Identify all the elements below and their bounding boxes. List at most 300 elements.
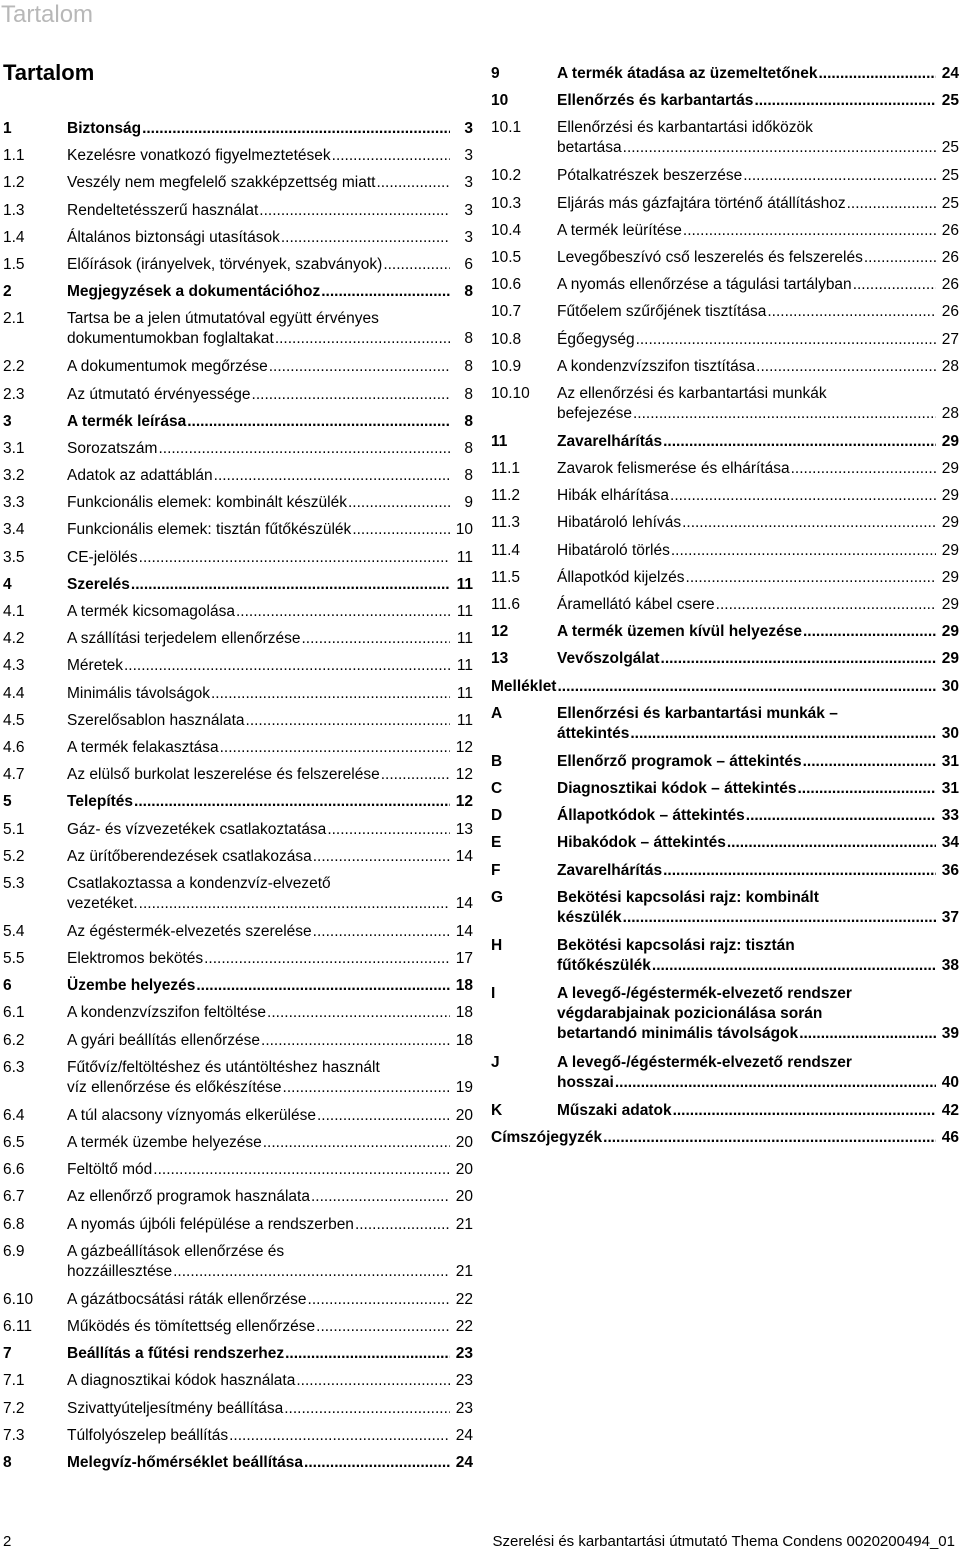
toc-entry[interactable]: [491, 860, 959, 887]
toc-entry-number: E: [491, 834, 502, 852]
toc-entry-page: 26: [941, 303, 959, 321]
toc-entry-number: 10.7: [491, 303, 522, 321]
toc-leader-dots: [142, 119, 450, 139]
toc-leader-dots: [756, 357, 936, 377]
toc-entry-number: 6.4: [3, 1106, 25, 1124]
toc-entry[interactable]: [3, 492, 473, 519]
toc-entry[interactable]: [491, 329, 959, 356]
toc-entry[interactable]: [491, 935, 959, 983]
toc-leader-dots: [229, 1426, 450, 1446]
toc-entry-title: Melegvíz-hőmérséklet beállítása: [67, 1453, 304, 1471]
toc-leader-dots: [327, 820, 450, 840]
toc-entry-page: 40: [941, 1073, 959, 1091]
toc-entry-number: 4.4: [3, 684, 25, 702]
toc-entry-title: Beállítás a fűtési rendszerhez: [67, 1345, 285, 1363]
toc-entry[interactable]: [3, 1241, 473, 1289]
toc-entry-page: 20: [455, 1106, 473, 1124]
toc-entry[interactable]: [3, 308, 473, 356]
toc-entry-title: Hibakódok – áttekintés: [557, 834, 726, 852]
toc-entry[interactable]: [3, 281, 473, 308]
toc-entry-title: Eljárás más gázfajtára történő átállításhoz: [557, 194, 846, 212]
toc-entry-page: 8: [464, 412, 473, 430]
toc-entry-number: 10.2: [491, 167, 522, 185]
toc-entry-number: 10.4: [491, 221, 522, 239]
toc-entry-page: 29: [941, 568, 959, 586]
toc-leader-dots: [124, 656, 450, 676]
toc-entry[interactable]: [491, 567, 959, 594]
toc-entry-number: 2.2: [3, 358, 25, 376]
toc-entry[interactable]: [3, 655, 473, 682]
toc-entry-page: 46: [941, 1128, 959, 1146]
toc-entry-page: 29: [941, 432, 959, 450]
toc-entry[interactable]: [491, 63, 959, 90]
toc-entry[interactable]: [491, 594, 959, 621]
toc-entry-title: A gázátbocsátási ráták ellenőrzése: [67, 1290, 307, 1308]
toc-entry-number: 10: [491, 92, 509, 110]
toc-entry-number: 6.8: [3, 1215, 25, 1233]
toc-title: Tartalom: [3, 60, 95, 85]
toc-leader-dots: [670, 486, 936, 506]
toc-leader-dots: [797, 779, 936, 799]
toc-entry-title: Az útmutató érvényessége: [67, 385, 251, 403]
toc-entry-page: 9: [464, 494, 473, 512]
toc-entry-number: 4: [3, 575, 12, 593]
toc-entry-number: 9: [491, 65, 500, 82]
toc-leader-dots: [158, 439, 450, 459]
toc-entry-page: 11: [456, 711, 473, 729]
toc-entry-page: 24: [455, 1453, 473, 1471]
toc-entry-title: Pótalkatrészek beszerzése: [557, 167, 743, 185]
toc-leader-dots: [220, 738, 450, 758]
toc-leader-dots: [381, 765, 450, 785]
toc-entry-number: H: [491, 936, 503, 954]
toc-entry-page: 11: [456, 657, 473, 675]
toc-entry-title: Méretek: [67, 657, 123, 675]
toc-entry[interactable]: [3, 1030, 473, 1057]
toc-entry-page: 25: [941, 194, 959, 212]
toc-entry-number: 1.2: [3, 174, 25, 192]
toc-entry-title: Hibák elhárítása: [557, 487, 670, 505]
toc-entry-page: 27: [941, 330, 959, 348]
toc-entry-number: 4.1: [3, 603, 25, 620]
toc-leader-dots: [321, 282, 450, 302]
toc-entry-page: 8: [464, 385, 473, 403]
toc-entry[interactable]: [3, 948, 473, 975]
toc-entry[interactable]: [3, 601, 473, 628]
toc-entry-title: A diagnosztikai kódok használata: [67, 1372, 296, 1390]
toc-entry[interactable]: [491, 301, 959, 328]
toc-entry-title: áttekintés: [557, 724, 630, 742]
toc-entry-title: Sorozatszám: [67, 439, 158, 457]
toc-entry[interactable]: [3, 710, 473, 737]
toc-entry[interactable]: [3, 1452, 473, 1479]
toc-leader-dots: [316, 1317, 450, 1337]
toc-entry[interactable]: [491, 703, 959, 751]
toc-leader-dots: [263, 1133, 450, 1153]
toc-entry-title: Az égéstermék-elvezetés szerelése: [67, 922, 312, 940]
toc-entry-page: 8: [464, 439, 473, 457]
toc-entry-title: A dokumentumok megőrzése: [67, 358, 268, 376]
toc-entry[interactable]: [3, 764, 473, 791]
toc-entry-page: 38: [941, 956, 959, 974]
toc-entry-page: 14: [455, 894, 473, 912]
toc-leader-dots: [284, 1399, 450, 1419]
toc-entry-title: Áramellátó kábel csere: [557, 596, 715, 613]
toc-entry-title: Veszély nem megfelelő szakképzettség miatt: [67, 174, 376, 192]
toc-entry[interactable]: [491, 117, 959, 165]
toc-entry-page: 24: [941, 65, 959, 82]
toc-entry[interactable]: [3, 921, 473, 948]
toc-entry[interactable]: [3, 118, 473, 145]
toc-entry[interactable]: [3, 1105, 473, 1132]
toc-entry[interactable]: [491, 832, 959, 859]
toc-leader-dots: [308, 1290, 450, 1310]
toc-entry-page: 28: [941, 404, 959, 422]
toc-entry-page: 18: [455, 1004, 473, 1022]
toc-entry[interactable]: [3, 356, 473, 383]
toc-leader-dots: [663, 432, 936, 452]
toc-entry-number: 6.5: [3, 1134, 25, 1151]
toc-leader-dots: [313, 847, 450, 867]
toc-entry[interactable]: [3, 465, 473, 492]
toc-entry[interactable]: [491, 983, 959, 1052]
toc-entry-page: 25: [941, 139, 959, 157]
toc-entry-number: 11.3: [491, 514, 521, 532]
toc-entry-page: 3: [464, 201, 473, 219]
toc-entry[interactable]: [491, 778, 959, 805]
toc-entry-number: 11: [491, 432, 508, 450]
toc-entry-title: Az ellenőrzési és karbantartási munkák: [557, 384, 827, 402]
toc-entry-number: J: [491, 1053, 500, 1071]
footer-page-number: 2: [3, 1533, 12, 1550]
toc-entry-title: Az ürítőberendezések csatlakozása: [67, 847, 312, 865]
toc-leader-dots: [791, 459, 936, 479]
toc-entry-number: 1.5: [3, 255, 25, 273]
toc-entry-number: 12: [491, 623, 509, 641]
toc-leader-dots: [131, 575, 450, 595]
toc-entry-page: 12: [455, 738, 473, 756]
toc-entry-number: 5.1: [3, 820, 25, 838]
toc-entry-page: 29: [941, 596, 959, 613]
toc-entry-page: 21: [455, 1215, 473, 1233]
toc-entry[interactable]: [3, 1057, 473, 1105]
toc-entry[interactable]: [3, 254, 473, 281]
toc-entry-title: Előírások (irányelvek, törvények, szabványok): [67, 255, 383, 273]
toc-entry-number: 11.1: [491, 460, 521, 478]
toc-entry-page: 26: [941, 248, 959, 266]
toc-entry-title: Túlfolyószelep beállítás: [67, 1426, 229, 1444]
toc-entry[interactable]: [491, 805, 959, 832]
toc-entry-title: Működés és tömítettség ellenőrzése: [67, 1317, 316, 1335]
toc-entry-title: Üzembe helyezés: [67, 977, 196, 995]
toc-entry-title: betartandó minimális távolságok: [557, 1024, 799, 1042]
toc-entry-page: 20: [455, 1188, 473, 1206]
toc-entry[interactable]: [3, 547, 473, 574]
toc-right-column: [491, 63, 959, 1154]
toc-entry[interactable]: [491, 1052, 959, 1100]
toc-entry-title: A termék leürítése: [557, 221, 682, 239]
toc-entry-number: 3.5: [3, 548, 25, 566]
toc-entry-number: 6.1: [3, 1004, 25, 1022]
toc-leader-dots: [767, 302, 936, 322]
toc-entry-title: Bekötési kapcsolási rajz: tisztán: [557, 936, 795, 954]
toc-entry-page: 29: [941, 650, 959, 668]
toc-entry-number: C: [491, 779, 503, 797]
toc-leader-dots: [686, 568, 936, 588]
toc-leader-dots: [615, 1073, 936, 1093]
toc-leader-dots: [623, 908, 936, 928]
toc-entry-number: 1.3: [3, 201, 25, 219]
toc-entry[interactable]: [3, 846, 473, 873]
toc-leader-dots: [383, 255, 450, 275]
toc-entry[interactable]: [3, 819, 473, 846]
toc-entry-number: 3: [3, 412, 12, 430]
toc-entry-number: 3.1: [3, 439, 25, 457]
toc-entry[interactable]: [491, 165, 959, 192]
toc-entry[interactable]: [491, 485, 959, 512]
toc-entry[interactable]: [491, 458, 959, 485]
toc-entry-number: 5: [3, 793, 12, 811]
toc-entry[interactable]: [3, 172, 473, 199]
toc-entry-number: 4.3: [3, 657, 25, 675]
toc-entry[interactable]: [3, 1132, 473, 1159]
toc-leader-dots: [296, 1371, 450, 1391]
toc-entry-number: K: [491, 1101, 503, 1119]
toc-entry-number: 6.9: [3, 1242, 25, 1260]
toc-leader-dots: [139, 894, 450, 914]
toc-entry-title: Az elülső burkolat leszerelése és felszerelése: [67, 766, 380, 784]
toc-entry-number: 13: [491, 650, 509, 668]
toc-entry[interactable]: [3, 737, 473, 764]
toc-entry-number: 7: [3, 1345, 12, 1363]
toc-entry[interactable]: [491, 274, 959, 301]
toc-entry-title: Fűtőelem szűrőjének tisztítása: [557, 303, 767, 321]
toc-entry-page: 30: [941, 677, 959, 695]
toc-entry[interactable]: [491, 648, 959, 675]
toc-entry-title: Minimális távolságok: [67, 684, 210, 702]
toc-leader-dots: [153, 1160, 450, 1180]
toc-entry-page: 34: [941, 834, 959, 852]
toc-entry-title: végdarabjainak pozicionálása során: [557, 1004, 823, 1022]
toc-entry-page: 36: [941, 861, 959, 879]
toc-entry-page: 11: [456, 603, 473, 620]
toc-entry[interactable]: [491, 887, 959, 935]
toc-entry[interactable]: [3, 227, 473, 254]
toc-entry-page: 18: [455, 1031, 473, 1049]
toc-entry[interactable]: [3, 519, 473, 546]
toc-entry[interactable]: [3, 873, 473, 921]
toc-leader-dots: [236, 602, 450, 622]
toc-leader-dots: [727, 833, 936, 853]
toc-entry[interactable]: [3, 574, 473, 601]
toc-entry-number: 4.6: [3, 738, 25, 756]
toc-entry[interactable]: [491, 431, 959, 458]
toc-entry-number: 11.5: [491, 568, 521, 586]
toc-entry-number: 3.4: [3, 521, 25, 539]
toc-entry-number: 2.1: [3, 310, 25, 328]
toc-entry-number: 11.4: [491, 541, 521, 559]
toc-entry-title: Telepítés: [67, 793, 134, 811]
toc-entry[interactable]: [491, 193, 959, 220]
toc-entry-page: 37: [941, 908, 959, 926]
toc-entry-title: Csatlakoztassa a kondenzvíz-elvezető: [67, 874, 331, 892]
toc-entry-number: 10.6: [491, 276, 522, 294]
toc-entry-title: A túl alacsony víznyomás elkerülése: [67, 1106, 316, 1124]
toc-entry-page: 29: [941, 623, 959, 641]
toc-leader-dots: [746, 806, 936, 826]
toc-leader-dots: [682, 513, 936, 533]
toc-entry-page: 18: [455, 977, 473, 995]
toc-entry[interactable]: [3, 1425, 473, 1452]
toc-entry-title: Feltöltő mód: [67, 1161, 153, 1179]
toc-entry-page: 26: [941, 276, 959, 294]
toc-entry[interactable]: [491, 676, 959, 703]
toc-entry-title: Szivattyúteljesítmény beállítása: [67, 1399, 284, 1417]
toc-entry-title: Vevőszolgálat: [557, 650, 660, 668]
toc-leader-dots: [311, 1187, 450, 1207]
toc-leader-dots: [214, 466, 450, 486]
toc-entry[interactable]: [491, 1127, 959, 1154]
toc-entry[interactable]: [491, 621, 959, 648]
toc-entry-number: 6.6: [3, 1161, 25, 1179]
toc-leader-dots: [376, 173, 450, 193]
toc-leader-dots: [275, 329, 450, 349]
toc-entry-number: 7.1: [3, 1372, 25, 1390]
toc-entry-page: 11: [456, 548, 473, 566]
toc-leader-dots: [285, 1344, 450, 1364]
toc-entry-title: Zavarelhárítás: [557, 432, 663, 450]
toc-entry-page: 11: [456, 684, 473, 702]
toc-entry[interactable]: [3, 975, 473, 1002]
toc-entry[interactable]: [3, 1370, 473, 1397]
toc-entry-title: Biztonság: [67, 120, 142, 137]
toc-entry-page: 26: [941, 221, 959, 239]
toc-entry-number: G: [491, 888, 504, 906]
toc-entry-number: 10.10: [491, 384, 530, 402]
toc-leader-dots: [853, 275, 936, 295]
toc-entry-page: 11: [456, 575, 473, 593]
toc-leader-dots: [313, 922, 450, 942]
toc-entry-page: 13: [455, 820, 473, 838]
toc-entry[interactable]: [3, 791, 473, 818]
toc-leader-dots: [187, 412, 450, 432]
toc-entry-number: 5.4: [3, 922, 25, 940]
toc-leader-dots: [630, 724, 936, 744]
toc-entry-title: Szerelés: [67, 575, 130, 593]
toc-leader-dots: [636, 330, 936, 350]
toc-entry-title: Égőegység: [557, 330, 635, 348]
toc-entry[interactable]: [491, 90, 959, 117]
toc-entry[interactable]: [491, 540, 959, 567]
toc-entry-title: vezetéket.: [67, 894, 138, 912]
toc-entry-number: 10.1: [491, 119, 522, 137]
toc-leader-dots: [317, 1106, 450, 1126]
toc-entry-title: A gázbeállítások ellenőrzése és: [67, 1242, 285, 1260]
toc-entry[interactable]: [3, 145, 473, 172]
toc-entry[interactable]: [3, 683, 473, 710]
toc-leader-dots: [355, 1215, 450, 1235]
toc-entry-title: Tartsa be a jelen útmutatóval együtt érvényes: [67, 310, 379, 328]
toc-leader-dots: [246, 711, 450, 731]
toc-entry-page: 30: [941, 724, 959, 742]
toc-entry-page: 11: [456, 630, 473, 648]
toc-entry-number: 6.11: [3, 1317, 33, 1335]
toc-entry-page: 17: [455, 950, 473, 968]
toc-entry-title: Szerelősablon használata: [67, 711, 245, 729]
toc-entry-number: 10.5: [491, 248, 522, 266]
toc-entry[interactable]: [491, 1100, 959, 1127]
toc-entry[interactable]: [491, 220, 959, 247]
toc-entry-title: Zavarok felismerése és elhárítása: [557, 460, 790, 478]
toc-entry[interactable]: [3, 1316, 473, 1343]
toc-entry[interactable]: [491, 247, 959, 274]
toc-entry[interactable]: [3, 1398, 473, 1425]
toc-entry[interactable]: [3, 1002, 473, 1029]
toc-entry-title: Általános biztonsági utasítások: [67, 228, 280, 246]
toc-leader-dots: [261, 1031, 450, 1051]
toc-entry-title: Diagnosztikai kódok – áttekintés: [557, 779, 797, 797]
toc-leader-dots: [283, 1078, 450, 1098]
toc-entry-title: A levegő-/égéstermék-elvezető rendszer: [557, 1053, 852, 1071]
toc-entry-page: 22: [455, 1290, 473, 1308]
toc-entry-number: 4.7: [3, 766, 25, 784]
toc-entry-page: 6: [464, 255, 473, 273]
toc-entry-page: 19: [455, 1078, 473, 1096]
toc-entry-number: 7.3: [3, 1426, 25, 1444]
toc-entry[interactable]: [3, 438, 473, 465]
footer-document-title: Szerelési és karbantartási útmutató Thema Condens 0020200494_01: [492, 1533, 955, 1550]
toc-entry-page: 8: [464, 358, 473, 376]
toc-entry-title: betartása: [557, 139, 622, 157]
toc-entry-number: 5.2: [3, 847, 25, 865]
page-header-title: Tartalom: [1, 1, 94, 28]
toc-entry[interactable]: [3, 1159, 473, 1186]
toc-entry[interactable]: [3, 384, 473, 411]
toc-entry[interactable]: [3, 1289, 473, 1316]
toc-entry-number: 6.7: [3, 1188, 25, 1206]
toc-entry[interactable]: [3, 200, 473, 227]
toc-entry[interactable]: [491, 356, 959, 383]
toc-entry[interactable]: [3, 1214, 473, 1241]
toc-entry-number: 7.2: [3, 1399, 25, 1417]
toc-entry-number: 5.3: [3, 874, 25, 892]
toc-entry-title: Állapotkód kijelzés: [557, 568, 685, 586]
toc-entry-number: A: [491, 704, 503, 722]
toc-entry[interactable]: [3, 411, 473, 438]
toc-entry[interactable]: [3, 628, 473, 655]
toc-leader-dots: [134, 792, 450, 812]
toc-entry-number: 3.3: [3, 494, 25, 512]
toc-entry[interactable]: [3, 1186, 473, 1213]
toc-left-column: [3, 118, 473, 1479]
toc-entry[interactable]: [491, 751, 959, 778]
toc-entry-title: A szállítási terjedelem ellenőrzése: [67, 630, 301, 648]
toc-entry-page: 23: [455, 1399, 473, 1417]
toc-entry-title: Funkcionális elemek: kombinált készülék: [67, 494, 347, 512]
toc-entry-title: A nyomás ellenőrzése a tágulási tartályban: [557, 276, 852, 294]
toc-leader-dots: [267, 1003, 450, 1023]
toc-entry[interactable]: [491, 512, 959, 539]
toc-entry-title: Adatok az adattáblán: [67, 467, 213, 485]
toc-entry-title: Az ellenőrző programok használata: [67, 1188, 310, 1206]
toc-leader-dots: [803, 622, 936, 642]
toc-entry-page: 20: [455, 1134, 473, 1151]
toc-entry-title: Rendeltetésszerű használat: [67, 201, 259, 219]
toc-entry[interactable]: [491, 383, 959, 431]
toc-entry-number: 10.3: [491, 194, 522, 212]
toc-leader-dots: [259, 201, 450, 221]
toc-entry[interactable]: [3, 1343, 473, 1370]
